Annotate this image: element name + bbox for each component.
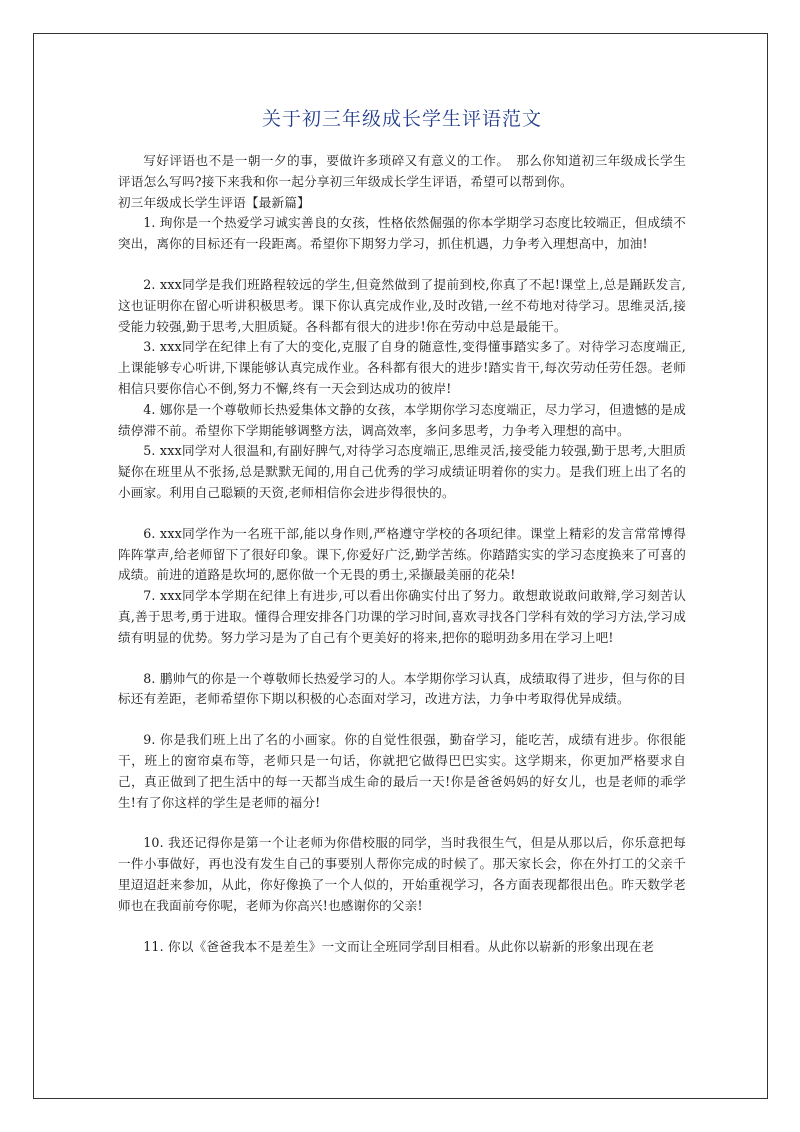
paragraph: 8. 鹏帅气的你是一个尊敬师长热爱学习的人。本学期你学习认真，成绩取得了进步，但与你的目标还有差距，老师希望你下期以积极的心态面对学习，改进方法，力争中考取得优异成绩。 xyxy=(118,670,686,707)
paragraph: 初三年级成长学生评语【最新篇】 xyxy=(118,194,310,210)
paragraph: 写好评语也不是一朝一夕的事，要做许多琐碎又有意义的工作。 那么你知道初三年级成长学生评语怎么写吗?接下来我和你一起分享初三年级成长学生评语，希望可以帮到你。 xyxy=(118,153,686,189)
paragraph: 6. xxx同学作为一名班干部,能以身作则,严格遵守学校的各项纪律。课堂上精彩的发言常常博得阵阵掌声,给老师留下了很好印象。课下,你爱好广泛,勤学苦练。你踏踏实实的学习态度换来了可喜的成绩。前进的道路是坎坷的,愿你做一个无畏的勇士,采撷最美丽的花朵! xyxy=(118,525,686,583)
paragraph-gap xyxy=(118,813,686,833)
paragraph: 10. 我还记得你是第一个让老师为你借校服的同学，当时我很生气，但是从那以后，你乐意把每一件小事做好，再也没有发生自己的事要别人帮你完成的时候了。那天家长会，你在外打工的父亲千里迢迢赶来参加，从此，你好像换了一个人似的，开始重视学习，各方面表现都很出色。昨天数学老师也在我面前夸你呢，老师为你高兴!也感谢你的父亲! xyxy=(118,835,686,913)
document-body xyxy=(118,104,686,957)
paragraph-list xyxy=(118,151,686,957)
paragraph: 11. 你以《爸爸我本不是差生》一文而让全班同学刮目相看。从此你以崭新的形象出现在老 xyxy=(143,938,655,954)
paragraph: 7. xxx同学本学期在纪律上有进步,可以看出你确实付出了努力。敢想敢说敢问敢辩,学习刻苦认真,善于思考,勇于进取。懂得合理安排各门功课的学习时间,喜欢寻找各门学科有效的学习方法,学习成绩有明显的优势。努力学习是为了自己有个更美好的将来,把你的聪明劲多用在学习上吧! xyxy=(118,588,686,645)
paragraph-gap xyxy=(118,255,686,275)
paragraph-gap xyxy=(118,710,686,730)
document-title: 关于初三年级成长学生评语范文 xyxy=(261,108,542,130)
paragraph: 2. xxx同学是我们班路程较远的学生,但竟然做到了提前到校,你真了不起!课堂上,总是踊跃发言,这也证明你在留心听讲积极思考。课下你认真完成作业,及时改错,一丝不苟地对待学习。思维灵活,接受能力较强,勤于思考,大胆质疑。各科都有很大的进步!你在劳动中总是最能干。 xyxy=(118,276,686,334)
paragraph: 1. 珣你是一个热爱学习诚实善良的女孩，性格依然倔强的你本学期学习态度比较端正，但成绩不突出，离你的目标还有一段距离。希望你下期努力学习，抓住机遇，力争考入理想高中，加油! xyxy=(118,215,686,252)
paragraph-gap xyxy=(118,649,686,669)
paragraph: 5. xxx同学对人很温和,有副好脾气,对待学习态度端正,思维灵活,接受能力较强,勤于思考,大胆质疑你在班里从不张扬,总是默默无闻的,用自己优秀的学习成绩证明着你的实力。是我们班上出了名的小画家。利用自己聪颖的天资,老师相信你会进步得很快的。 xyxy=(118,443,686,500)
paragraph: 9. 你是我们班上出了名的小画家。你的自觉性很强，勤奋学习，能吃苦，成绩有进步。你很能干，班上的窗帘桌布等，老师只是一句话，你就把它做得巴巴实实。这学期来，你更加严格要求自己，真正做到了把生活中的每一天都当成生命的最后一天!你是爸爸妈妈的好女儿，也是老师的乖学生!有了你这样的学生是老师的福分! xyxy=(118,732,686,810)
paragraph: 3. xxx同学在纪律上有了大的变化,克服了自身的随意性,变得懂事踏实多了。对待学习态度端正,上课能够专心听讲,下课能够认真完成作业。各科都有很大的进步!踏实肯干,每次劳动任劳任怨。老师相信只要你信心不倒,努力不懈,终有一天会到达成功的彼岸! xyxy=(118,339,686,396)
paragraph-gap xyxy=(118,917,686,937)
paragraph-gap xyxy=(118,504,686,524)
paragraph: 4. 娜你是一个尊敬师长热爱集体文静的女孩，本学期你学习态度端正，尽力学习，但遗憾的是成绩停滞不前。希望你下学期能够调整方法，调高效率，多问多思考，力争考入理想的高中。 xyxy=(118,401,686,438)
